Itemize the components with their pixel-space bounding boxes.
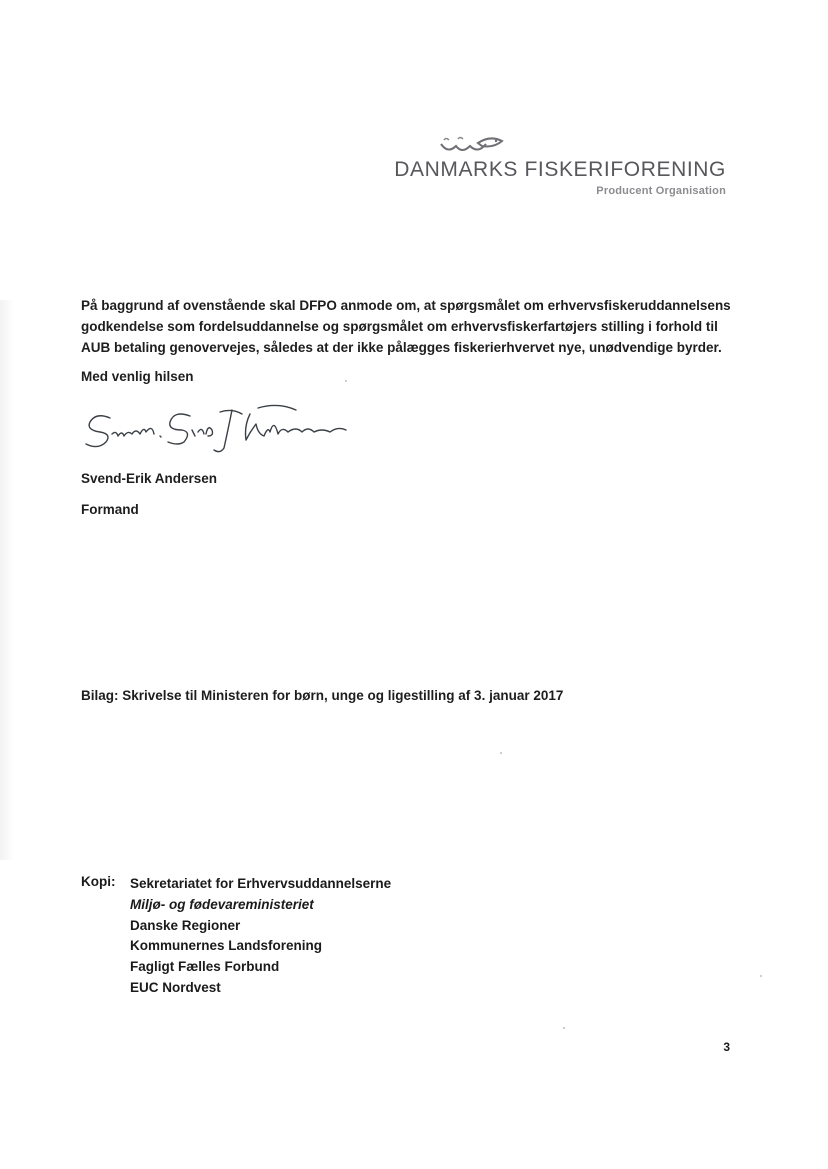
scan-speck <box>760 975 762 977</box>
fish-logo-icon <box>438 134 504 158</box>
scan-speck <box>500 752 502 754</box>
copy-recipient: EUC Nordvest <box>130 979 221 995</box>
org-name: DANMARKS FISKERIFORENING <box>394 158 726 181</box>
body-line: AUB betaling genovervejes, således at der ikke pålægges fiskerierhvervet nye, unødvendige byrder. <box>81 340 722 355</box>
body-line: godkendelse som fordelsuddannelse og spørgsmålet om erhvervsfiskerfartøjers stilling i forhold til <box>81 319 718 334</box>
scan-speck <box>563 1027 565 1029</box>
org-subtitle: Producent Organisation <box>596 185 726 197</box>
copy-recipient: Sekretariatet for Erhvervsuddannelserne <box>130 876 392 891</box>
scan-speck <box>345 380 347 382</box>
copies-label: Kopi: <box>81 874 116 889</box>
signer-name: Svend-Erik Andersen <box>81 471 218 486</box>
scan-shadow <box>0 300 14 860</box>
body-line: På baggrund af ovenstående skal DFPO anmode om, at spørgsmålet om erhvervsfiskeruddannelsens <box>81 298 731 313</box>
attachment-line: Bilag: Skrivelse til Ministeren for børn, unge og ligestilling af 3. januar 2017 <box>81 688 564 703</box>
page-number: 3 <box>723 1040 730 1054</box>
copy-recipient: Danske Regioner <box>130 917 241 933</box>
copy-recipient: Fagligt Fælles Forbund <box>130 959 280 975</box>
greeting: Med venlig hilsen <box>81 369 194 384</box>
signer-title: Formand <box>81 502 139 517</box>
copies-list <box>130 874 391 999</box>
copy-recipient: Miljø- og fødevareministeriet <box>130 896 314 912</box>
handwritten-signature <box>82 396 352 456</box>
body-paragraph <box>81 295 731 358</box>
copy-recipient: Kommunernes Landsforening <box>130 938 323 954</box>
